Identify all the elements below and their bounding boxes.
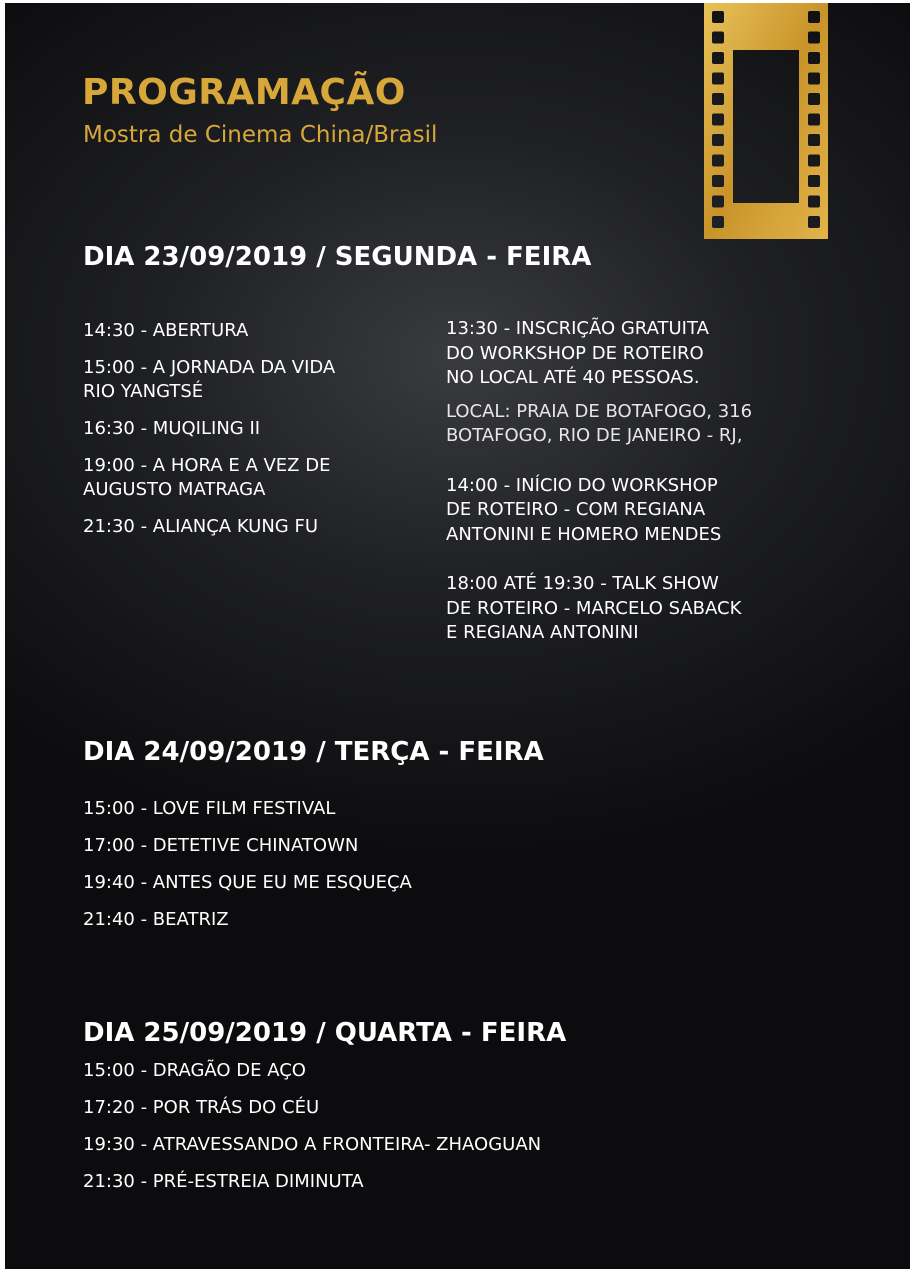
page-title: PROGRAMAÇÃO	[82, 72, 406, 113]
day-1-schedule	[83, 319, 335, 552]
session-item: 21:40 - BEATRIZ	[83, 909, 229, 930]
day-3-schedule	[83, 1059, 541, 1207]
page-subtitle: Mostra de Cinema China/Brasil	[83, 122, 438, 148]
workshop-talk-show: 18:00 ATÉ 19:30 - TALK SHOW DE ROTEIRO - MARCELO SABACK E REGIANA ANTONINI	[446, 573, 742, 643]
poster	[5, 3, 910, 1269]
session-item: 19:00 - A HORA E A VEZ DE AUGUSTO MATRAGA	[83, 455, 331, 500]
day-heading-1: DIA 23/09/2019 / SEGUNDA - FEIRA	[83, 242, 592, 272]
session-item: 15:00 - A JORNADA DA VIDA RIO YANGTSÉ	[83, 357, 336, 402]
workshop-start: 14:00 - INÍCIO DO WORKSHOP DE ROTEIRO - COM REGIANA ANTONINI E HOMERO MENDES	[446, 474, 722, 545]
session-item: 21:30 - PRÉ-ESTREIA DIMINUTA	[83, 1171, 364, 1192]
session-item: 19:40 - ANTES QUE EU ME ESQUEÇA	[83, 872, 412, 893]
session-item: 19:30 - ATRAVESSANDO A FRONTEIRA- ZHAOGUAN	[83, 1134, 542, 1155]
session-item: 15:00 - LOVE FILM FESTIVAL	[83, 798, 336, 819]
session-item: 16:30 - MUQILING II	[83, 418, 261, 439]
session-item: 14:30 - ABERTURA	[83, 320, 249, 341]
film-strip-icon	[704, 3, 828, 239]
workshop-location: LOCAL: PRAIA DE BOTAFOGO, 316 BOTAFOGO, RIO DE JANEIRO - RJ,	[446, 400, 753, 446]
day-heading-3: DIA 25/09/2019 / QUARTA - FEIRA	[83, 1018, 567, 1048]
session-item: 21:30 - ALIANÇA KUNG FU	[83, 516, 319, 537]
workshop-info	[446, 317, 886, 646]
session-item: 17:20 - POR TRÁS DO CÉU	[83, 1097, 320, 1118]
session-item: 15:00 - DRAGÃO DE AÇO	[83, 1060, 306, 1081]
day-2-schedule	[83, 797, 412, 945]
day-heading-2: DIA 24/09/2019 / TERÇA - FEIRA	[83, 737, 544, 767]
workshop-registration: 13:30 - INSCRIÇÃO GRATUITA DO WORKSHOP DE ROTEIRO NO LOCAL ATÉ 40 PESSOAS.	[446, 318, 709, 388]
session-item: 17:00 - DETETIVE CHINATOWN	[83, 835, 359, 856]
